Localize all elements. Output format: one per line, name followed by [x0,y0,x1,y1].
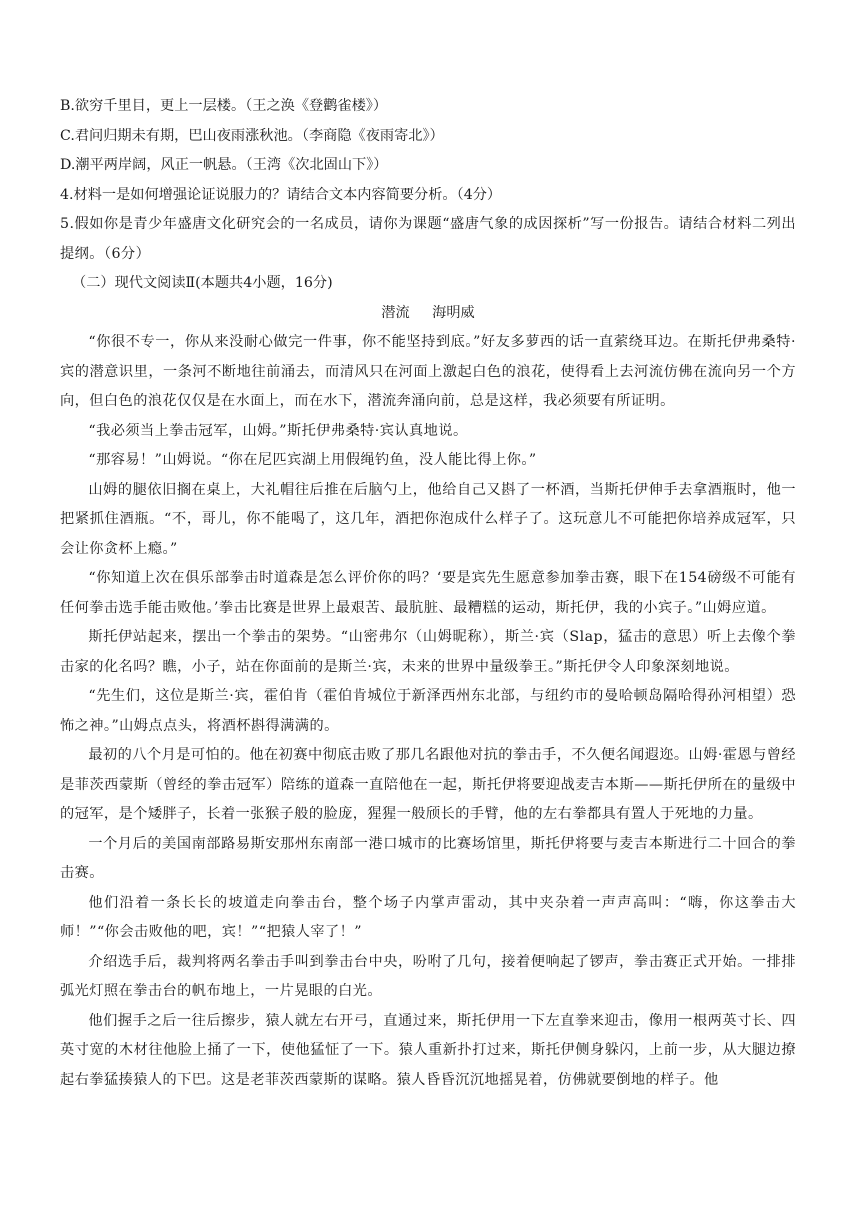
article-paragraph: “你知道上次在俱乐部拳击时道森是怎么评价你的吗？‘要是宾先生愿意参加拳击赛，眼下在154磅级不可能有任何拳击选手能击败他。’拳击比赛是世界上最艰苦、最肮脏、最糟糕的运动，斯托伊，我的小宾子。”山姆应道。 [60,570,796,616]
article-title [60,299,796,329]
option-d: D.潮平两岸阔，风正一帆悬。（王湾《次北固山下》） [60,157,388,173]
section-heading: （二）现代文阅读Ⅱ(本题共4小题，16分) [72,275,333,291]
article-paragraph: 他们握手之后一往后擦步，猿人就左右开弓，直通过来，斯托伊用一下左直拳来迎击，像用一根两英寸长、四英寸宽的木材往他脸上捅了一下，使他猛怔了一下。猿人重新扑打过来，斯托伊侧身躲闪，上前一步，从大腿边撩起右拳猛揍猿人的下巴。这是老菲茨西蒙斯的谋略。猿人昏昏沉沉地摇晃着，仿佛就要倒地的样子。他 [60,1012,796,1088]
article-paragraph: “你很不专一，你从来没耐心做完一件事，你不能坚持到底。”好友多萝西的话一直萦绕耳边。在斯托伊弗桑特·宾的潜意识里，一条河不断地往前涌去，而清风只在河面上激起白色的浪花，使得看上去河流仿佛在流向另一个方向，但白色的浪花仅仅是在水面上，而在水下，潜流奔涌向前，总是这样，我必须要有所证明。 [60,334,796,409]
article-paragraph: “先生们，这位是斯兰·宾，霍伯肯（霍伯肯城位于新泽西州东北部，与纽约市的曼哈顿岛隔哈得孙河相望）恐怖之神。”山姆点点头，将酒杯斟得满满的。 [60,688,796,734]
option-c: C.君问归期未有期，巴山夜雨涨秋池。（李商隐《夜雨寄北》） [60,127,444,144]
article-paragraph: 斯托伊站起来，摆出一个拳击的架势。“山密弗尔（山姆昵称），斯兰·宾（Slap，猛击的意思）听上去像个拳击家的化名吗？瞧，小子，站在你面前的是斯兰·宾，未来的世界中量级拳王。”斯托伊令人印象深刻地说。 [60,629,796,675]
article-paragraph: 山姆的腿依旧搁在桌上，大礼帽往后推在后脑勺上，他给自己又斟了一杯酒，当斯托伊伸手去拿酒瓶时，他一把紧抓住酒瓶。“不，哥儿，你不能喝了，这几年，酒把你泡成什么样子了。这玩意儿不可能把你培养成冠军，只会让你贪杯上瘾。” [60,481,796,557]
question-5: 5.假如你是青少年盛唐文化研究会的一名成员，请你为课题“盛唐气象的成因探析”写一份报告。请结合材料二列出提纲。（6分） [60,216,796,262]
article-title-text: 潜流 [381,304,410,321]
article-paragraph: 介绍选手后，裁判将两名拳击手叫到拳击台中央，吩咐了几句，接着便响起了锣声，拳击赛正式开始。一排排弧光灯照在拳击台的帆布地上，一片晃眼的白光。 [60,953,796,999]
question-4: 4.材料一是如何增强论证说服力的？请结合文本内容简要分析。（4分） [60,186,502,203]
document-page [60,92,796,1095]
article-paragraph: 一个月后的美国南部路易斯安那州东南部一港口城市的比赛场馆里，斯托伊将要与麦吉本斯进行二十回合的拳击赛。 [60,835,796,881]
article-paragraph: “我必须当上拳击冠军，山姆。”斯托伊弗桑特·宾认真地说。 [88,422,468,439]
article-paragraph: 他们沿着一条长长的坡道走向拳击台，整个场子内掌声雷动，其中夹杂着一声声高叫：“嗨，你这拳击大师！”“你会击败他的吧，宾！”“把猿人宰了！” [60,894,796,940]
article-paragraph: “那容易！”山姆说。“你在尼匹宾湖上用假绳钓鱼，没人能比得上你。” [88,452,537,468]
option-b: B.欲穷千里目，更上一层楼。（王之涣《登鹳雀楼》） [60,98,388,114]
article-author: 海明威 [432,304,475,321]
article-paragraph: 最初的八个月是可怕的。他在初赛中彻底击败了那几名跟他对抗的拳击手，不久便名闻遐迩。山姆·霍恩与曾经是菲茨西蒙斯（曾经的拳击冠军）陪练的道森一直陪他在一起，斯托伊将要迎战麦吉本斯——斯托伊所在的量级中的冠军，是个矮胖子，长着一张猴子般的脸庞，猩猩一般颀长的手臂，他的左右拳都具有置人于死地的力量。 [60,747,796,822]
